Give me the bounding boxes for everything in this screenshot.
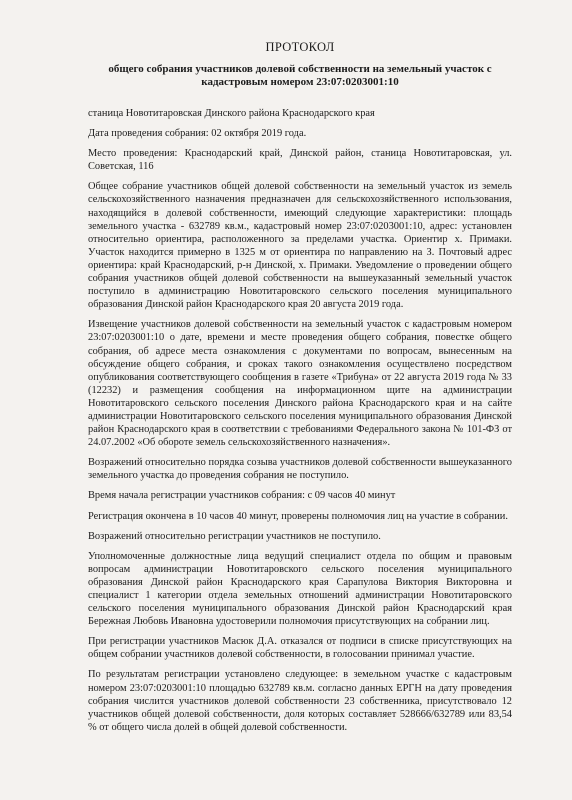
paragraph-refusal-to-sign: При регистрации участников Масюк Д.А. отказался от подписи в списке присутствующих на общем собрании участников долевой собственности, в голосовании принимал участие. [88,636,512,661]
place-line: станица Новотитаровская Динского района Краснодарского края [88,108,375,119]
paragraph-land-description: Общее собрание участников общей долевой собственности на земельный участок из земель сельскохозяйственного назначения предназначен для сельскохозяйственного использования, находящийся в долевой собственности, имеющий следующие характеристики: площадь земельного участка - 632789 кв.м., кадастровый номер 23:07:0203001:10, адрес: установлен относительно ориентира, расположенного за пределами участка. Ориентир х. Примаки. Участок находится примерно в 1325 м от ориентира по направлению на З. Почтовый адрес ориентира: край Краснодарский, р-н Динской, х. Примаки. Уведомление о проведении общего собрания участников общей долевой собственности на вышеуказанный земельный участок поступило в администрацию Новотитаровского сельского поселения муниципального образования Динской район Краснодарского края 20 августа 2019 года. [88,181,512,311]
paragraph-registration-end: Регистрация окончена в 10 часов 40 минут, проверены полномочия лиц на участие в собрании. [88,510,508,522]
paragraph-registration-results: По результатам регистрации установлено следующее: в земельном участке с кадастровым номером 23:07:0203001:10 площадью 632789 кв.м. согласно данных ЕРГН на дату проведения собрания числится участников долевой собственности 23 собственника, присутствовало 12 участников общей долевой собственности, доля которых составляет 528666/632789 или 83,54 % от общего числа долей в общей долевой собственности. [88,669,512,733]
paragraph-registration-start: Время начала регистрации участников собрания: с 09 часов 40 минут [88,490,396,502]
venue-line: Место проведения: Краснодарский край, Динской район, станица Новотитаровская, ул. Советская, 116 [88,148,512,173]
paragraph-notice-publication: Извещение участников долевой собственности на земельный участок с кадастровым номером 23:07:0203001:10 о дате, времени и месте проведения общего собрания, повестке общего собрания, об адресе места ознакомления с документами по вопросам, вынесенным на обсуждение общего собрания, и сроках такого ознакомления осуществлено посредством опубликования соответствующего сообщения в газете «Трибуна» от 22 августа 2019 года № 33 (12232) и размещения сообщения на информационном щите на администрации Новотитаровского сельского поселения Динского района Краснодарского края и на сайте администрации Новотитаровского сельского поселения муниципального образования Динской район Краснодарского края в соответствии с требованиями Федерального закона № 101-ФЗ от 24.07.2002 «Об обороте земель сельскохозяйственного назначения». [88,319,512,449]
document-title: ПРОТОКОЛ [265,40,335,54]
paragraph-no-objections-convening: Возражений относительно порядка созыва участников долевой собственности вышеуказанного земельного участка до проведения собрания не поступило. [88,457,512,482]
date-line: Дата проведения собрания: 02 октября 2019 года. [88,128,307,140]
document-subtitle: общего собрания участников долевой собственности на земельный участок с кадастровым номером 23:07:0203001:10 [108,63,492,88]
paragraph-no-objections-registration: Возражений относительно регистрации участников не поступило. [88,530,381,542]
paragraph-authorized-officials: Уполномоченные должностные лица ведущий специалист отдела по общим и правовым вопросам администрации Новотитаровского сельского поселения муниципального образования Динской район Краснодарского края Сарапулова Виктория Викторовна и специалист 1 категории отдела земельных отношений администрации Новотитаровского сельского поселения муниципального образования Динской район Краснодарский края Бережная Любовь Ивановна удостоверили полномочия присутствующих на собрании лиц. [88,550,512,628]
